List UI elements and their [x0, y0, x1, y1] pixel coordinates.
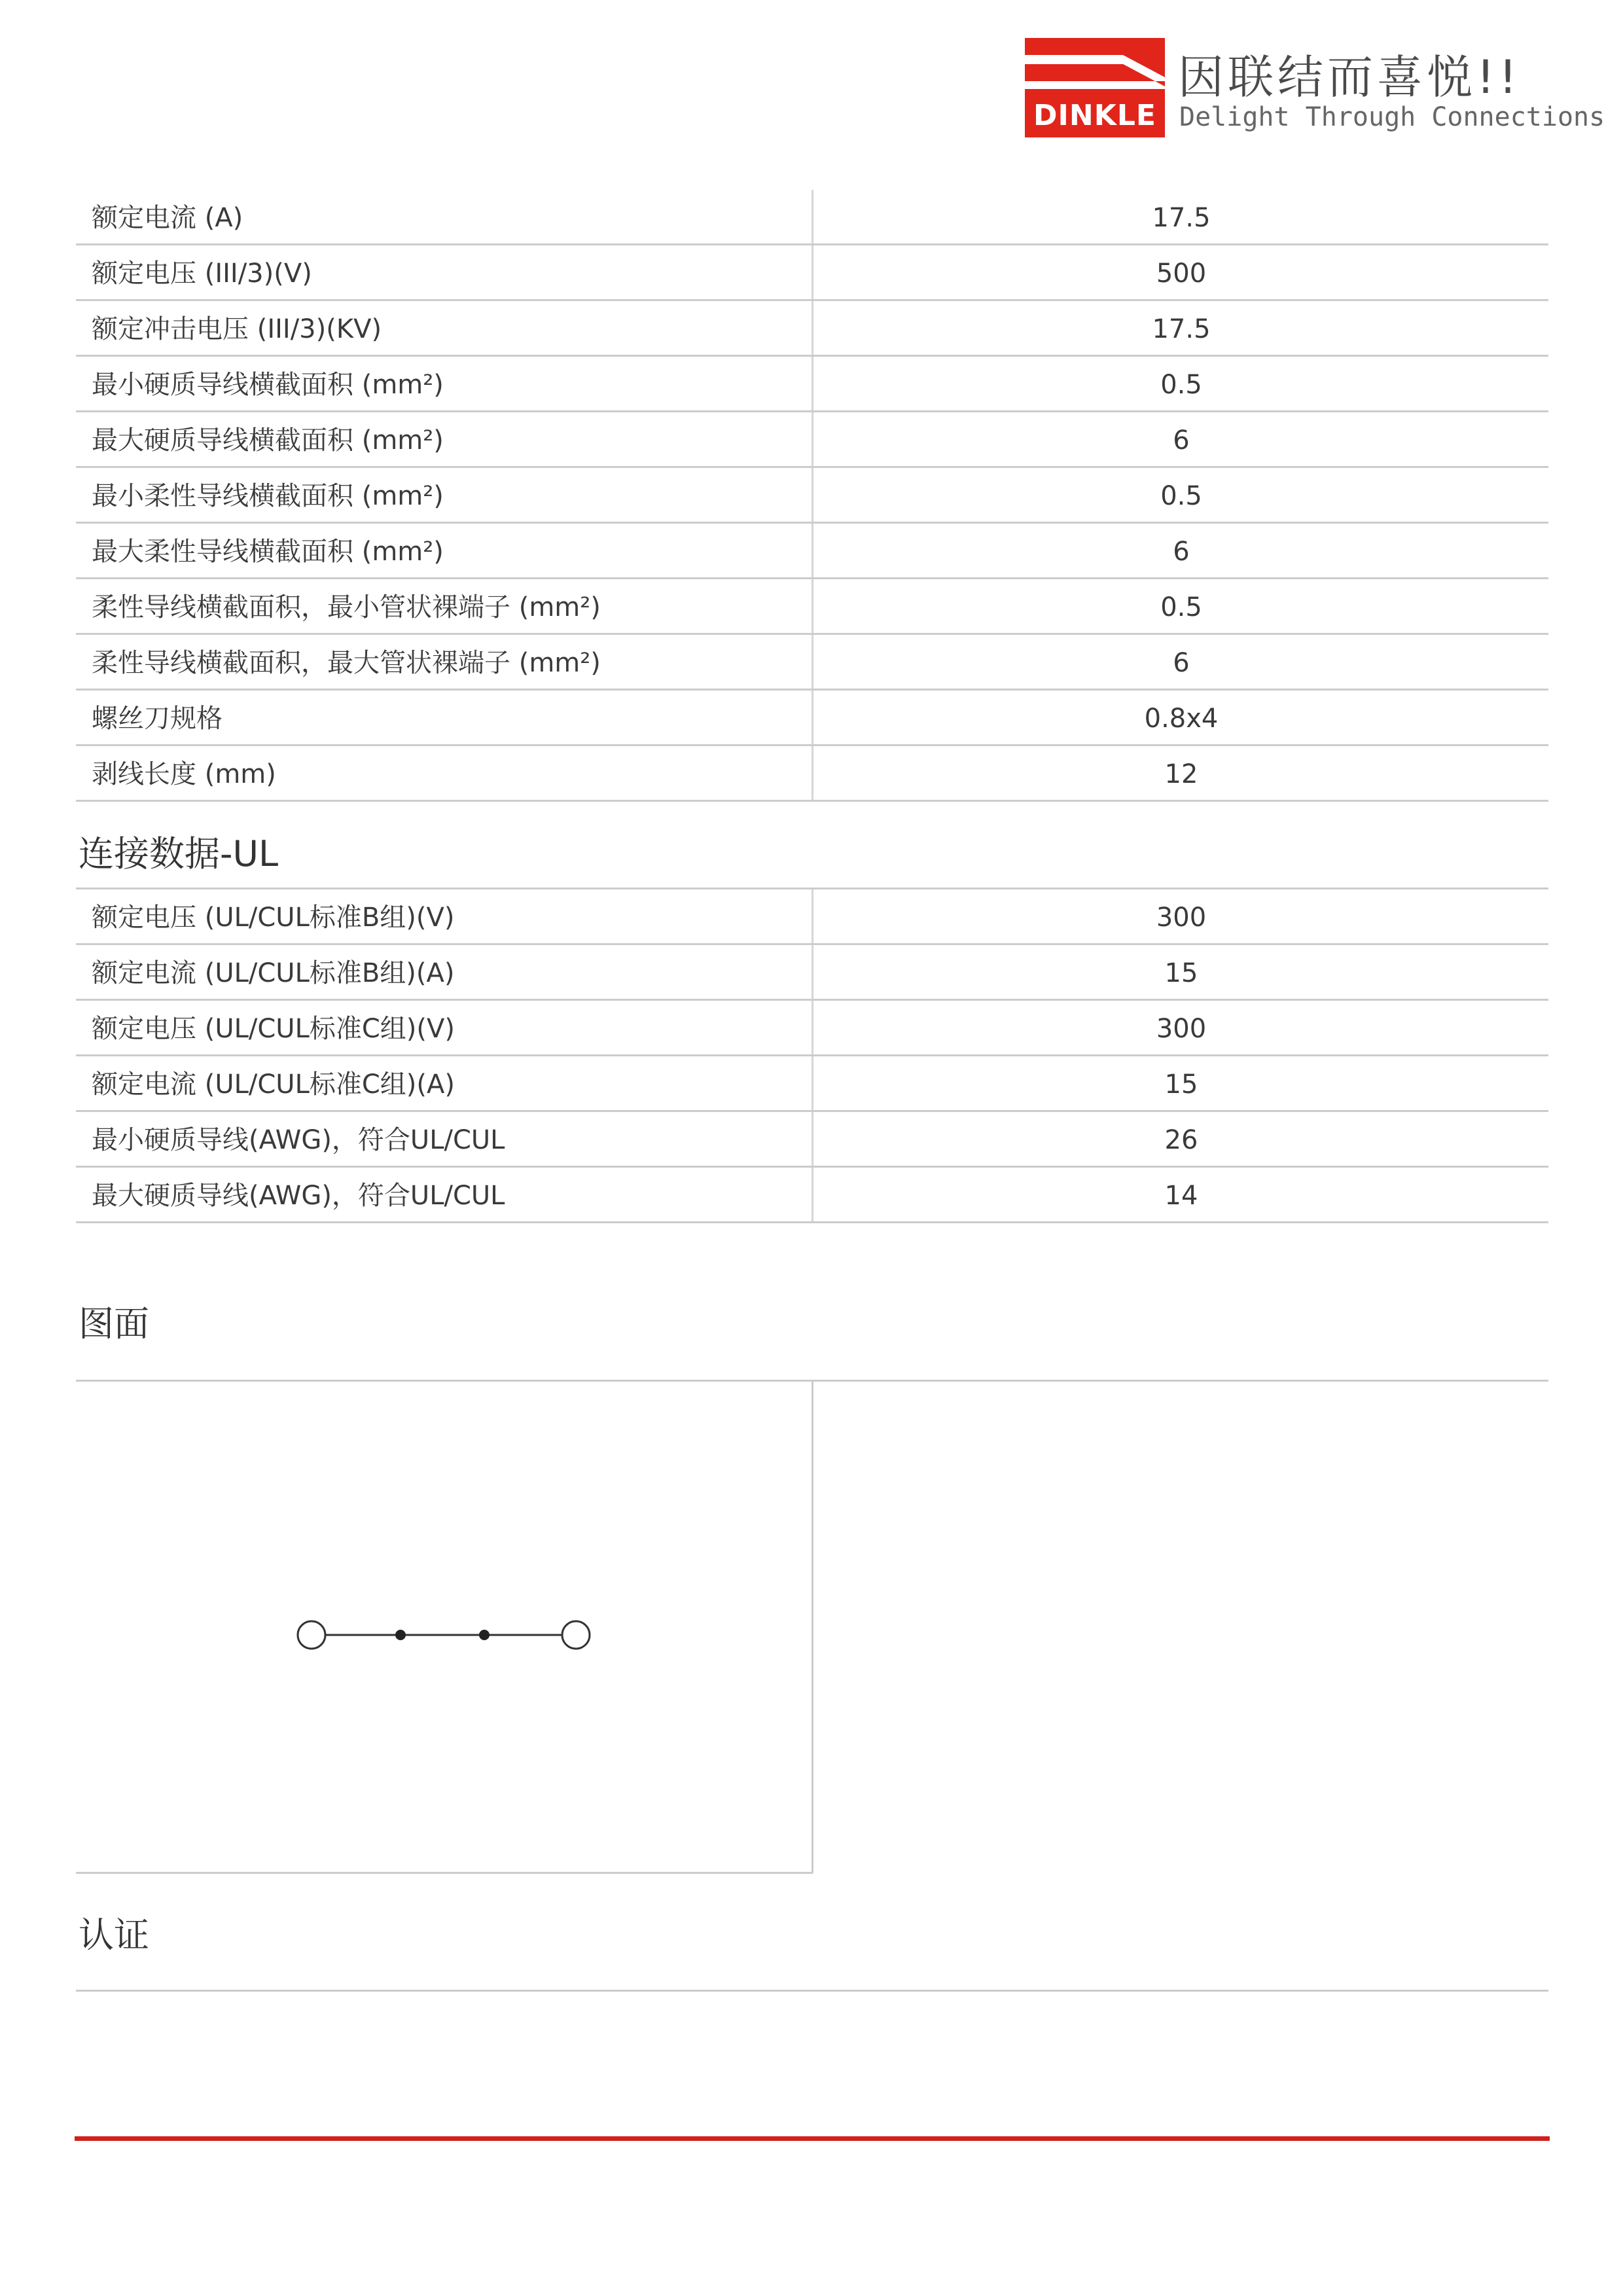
- ul-section-title: 连接数据-UL: [79, 833, 279, 874]
- drawing-section-title: 图面: [79, 1303, 149, 1344]
- row-value: 0.8x4: [1144, 704, 1219, 734]
- row-label: 最小柔性导线横截面积 (mm²): [92, 481, 444, 511]
- row-label: 最大硬质导线横截面积 (mm²): [92, 425, 444, 456]
- schematic-terminal-right: [562, 1621, 590, 1649]
- brand-logo: [1025, 38, 1605, 143]
- row-label: 额定电压 (UL/CUL标准B组)(V): [92, 903, 455, 933]
- row-label: 柔性导线横截面积，最大管状裸端子 (mm²): [92, 648, 601, 678]
- table-row: [76, 190, 1548, 245]
- row-value: 15: [1164, 1069, 1198, 1100]
- row-value: 300: [1156, 903, 1207, 933]
- row-label: 最小硬质导线(AWG)，符合UL/CUL: [92, 1125, 505, 1155]
- row-label: 最大柔性导线横截面积 (mm²): [92, 537, 444, 567]
- row-label: 最小硬质导线横截面积 (mm²): [92, 370, 444, 400]
- table-row: [76, 468, 1548, 524]
- row-value: 6: [1173, 648, 1190, 678]
- table-row: [76, 635, 1548, 691]
- schematic-terminal-left: [298, 1621, 325, 1649]
- table-row: [76, 357, 1548, 412]
- table-row: [76, 524, 1548, 579]
- certification-rule: [76, 1990, 1548, 1992]
- row-value: 6: [1173, 425, 1190, 456]
- row-label: 剥线长度 (mm): [92, 759, 276, 789]
- row-value: 17.5: [1152, 314, 1211, 344]
- spec-table: [76, 190, 1548, 802]
- table-row: [76, 1001, 1548, 1056]
- certification-section-title: 认证: [79, 1914, 149, 1956]
- row-value: 26: [1164, 1125, 1198, 1155]
- row-label: 额定冲击电压 (III/3)(KV): [92, 314, 382, 344]
- row-label: 柔性导线横截面积，最小管状裸端子 (mm²): [92, 592, 601, 622]
- table-row: [76, 301, 1548, 357]
- row-value: 15: [1164, 958, 1198, 988]
- row-value: 0.5: [1160, 592, 1202, 622]
- row-label: 螺丝刀规格: [92, 704, 223, 734]
- row-label: 额定电压 (III/3)(V): [92, 259, 312, 289]
- drawing-divider: [812, 1381, 813, 1873]
- row-label: 额定电流 (UL/CUL标准C组)(A): [92, 1069, 455, 1100]
- table-row: [76, 1168, 1548, 1223]
- slogan-chinese: 因联结而喜悦!!: [1178, 50, 1522, 104]
- table-row: [76, 1112, 1548, 1168]
- table-row: [76, 412, 1548, 468]
- row-value: 500: [1156, 259, 1207, 289]
- row-label: 最大硬质导线(AWG)，符合UL/CUL: [92, 1181, 505, 1211]
- schematic-node-2: [479, 1630, 490, 1640]
- row-value: 12: [1164, 759, 1198, 789]
- row-label: 额定电流 (UL/CUL标准B组)(A): [92, 958, 455, 988]
- table-row: [76, 1056, 1548, 1112]
- row-value: 14: [1164, 1181, 1198, 1211]
- row-value: 0.5: [1160, 370, 1202, 400]
- row-value: 17.5: [1152, 203, 1211, 233]
- slogan-english: Delight Through Connections: [1179, 102, 1605, 132]
- table-row: [76, 579, 1548, 635]
- row-label: 额定电压 (UL/CUL标准C组)(V): [92, 1014, 455, 1044]
- footer-red-rule: [75, 2136, 1550, 2141]
- row-value: 300: [1156, 1014, 1207, 1044]
- terminal-schematic: [288, 1602, 602, 1668]
- ul-table: [76, 889, 1548, 1223]
- drawing-bottom-rule: [76, 1872, 813, 1874]
- schematic-node-1: [395, 1630, 406, 1640]
- logo-brand-name: DINKLE: [1033, 99, 1156, 132]
- table-row: [76, 889, 1548, 945]
- table-row: [76, 691, 1548, 746]
- dinkle-logo-mark: [1025, 38, 1165, 137]
- row-value: 0.5: [1160, 481, 1202, 511]
- table-row: [76, 245, 1548, 301]
- row-label: 额定电流 (A): [92, 203, 243, 233]
- table-row: [76, 945, 1548, 1001]
- table-row: [76, 746, 1548, 802]
- row-value: 6: [1173, 537, 1190, 567]
